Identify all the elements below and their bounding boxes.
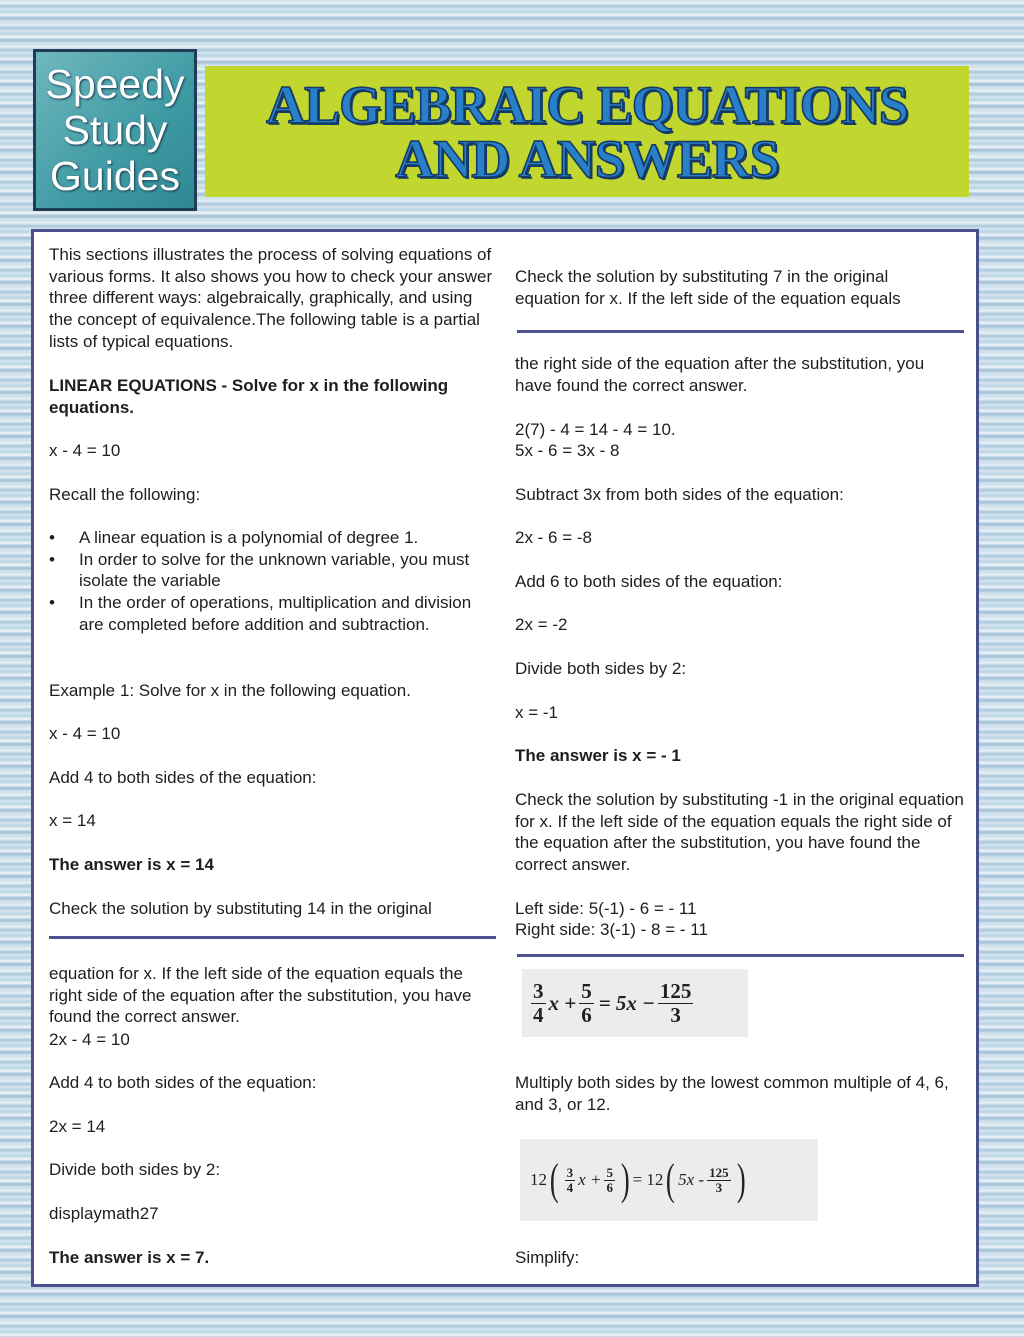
title-banner <box>205 66 969 197</box>
intro-paragraph: This sections illustrates the process of solving equations of various forms. It also shows you how to check your answer three different ways: algebraically, graphically, and using the concept of equivalence.The following table is a partial lists of typical equations. <box>49 245 493 351</box>
equation-image-2: 12 ( $\frac{3}{4}$ x + $\frac{5}{6}$ ) = 12 ( 5x - $\frac{125}{3}$ ) <box>520 1139 818 1221</box>
equation-text: x = 14 <box>49 811 96 830</box>
answer-text: The answer is x = 7. <box>49 1248 210 1267</box>
equation-text: x - 4 = 10 <box>49 724 121 743</box>
list-item: • In the order of operations, multiplication and division are completed before addition and subtraction. <box>49 592 499 635</box>
check-text: Check the solution by substituting -1 in the original equation for x. If the left side of the equation equals the right side of the equation after the substitution, you have found the correct answer. <box>515 790 964 875</box>
logo-line-1: Speedy <box>45 61 185 107</box>
step-text: Multiply both sides by the lowest common multiple of 4, 6, and 3, or 12. <box>515 1073 949 1114</box>
bullet-list <box>49 527 499 636</box>
divider <box>517 330 964 333</box>
equation-text: x = -1 <box>515 703 558 722</box>
answer-text: The answer is x = - 1 <box>515 746 681 765</box>
equation-text: 2x = -2 <box>515 615 568 634</box>
placeholder-math: displaymath27 <box>49 1204 159 1223</box>
left-side-text: Left side: 5(-1) - 6 = - 11 <box>515 899 697 918</box>
step-text: Add 4 to both sides of the equation: <box>49 768 317 787</box>
answer-text: The answer is x = 14 <box>49 855 214 874</box>
equation-text: 2x - 6 = -8 <box>515 528 593 547</box>
step-text: Simplify: <box>515 1248 580 1267</box>
check-text: Check the solution by substituting 7 in the original equation for x. If the left side of the equation equals <box>515 267 901 308</box>
divider <box>517 954 964 957</box>
equation-text: 5x - 6 = 3x - 8 <box>515 441 620 460</box>
logo-line-3: Guides <box>50 153 180 199</box>
check-text-continued: equation for x. If the left side of the equation equals the right side of the equation after the substitution, you have found the correct answer. <box>49 964 472 1027</box>
step-text: Add 4 to both sides of the equation: <box>49 1073 317 1092</box>
logo <box>33 49 197 211</box>
equation-image-1: $\frac{3}{4}$ x + $\frac{5}{6}$ = 5x − $\frac{125}{3}$ <box>522 969 748 1037</box>
check-text-continued: the right side of the equation after the substitution, you have found the correct answer. <box>515 354 925 395</box>
equation-text: 2x = 14 <box>49 1117 106 1136</box>
page-title-line-2: AND ANSWERS <box>395 128 779 189</box>
list-item: • In order to solve for the unknown variable, you must isolate the variable <box>49 549 499 592</box>
section-heading: LINEAR EQUATIONS - Solve for x in the following equations. <box>49 376 449 417</box>
recall-text: Recall the following: <box>49 485 201 504</box>
list-item: • A linear equation is a polynomial of degree 1. <box>49 527 499 549</box>
step-text: Add 6 to both sides of the equation: <box>515 572 783 591</box>
check-text: Check the solution by substituting 14 in the original <box>49 899 432 918</box>
equation-text: 2x - 4 = 10 <box>49 1030 130 1049</box>
step-text: Subtract 3x from both sides of the equation: <box>515 485 844 504</box>
logo-line-2: Study <box>62 107 168 153</box>
page-title-line-1: ALGEBRAIC EQUATIONS <box>266 74 908 135</box>
calculation-text: 2(7) - 4 = 14 - 4 = 10. <box>515 420 676 439</box>
right-side-text: Right side: 3(-1) - 8 = - 11 <box>515 920 708 939</box>
step-text: Divide both sides by 2: <box>49 1160 221 1179</box>
divider <box>49 936 496 939</box>
content-panel <box>31 229 979 1287</box>
equation-text: x - 4 = 10 <box>49 441 121 460</box>
example-heading: Example 1: Solve for x in the following equation. <box>49 681 411 700</box>
step-text: Divide both sides by 2: <box>515 659 687 678</box>
